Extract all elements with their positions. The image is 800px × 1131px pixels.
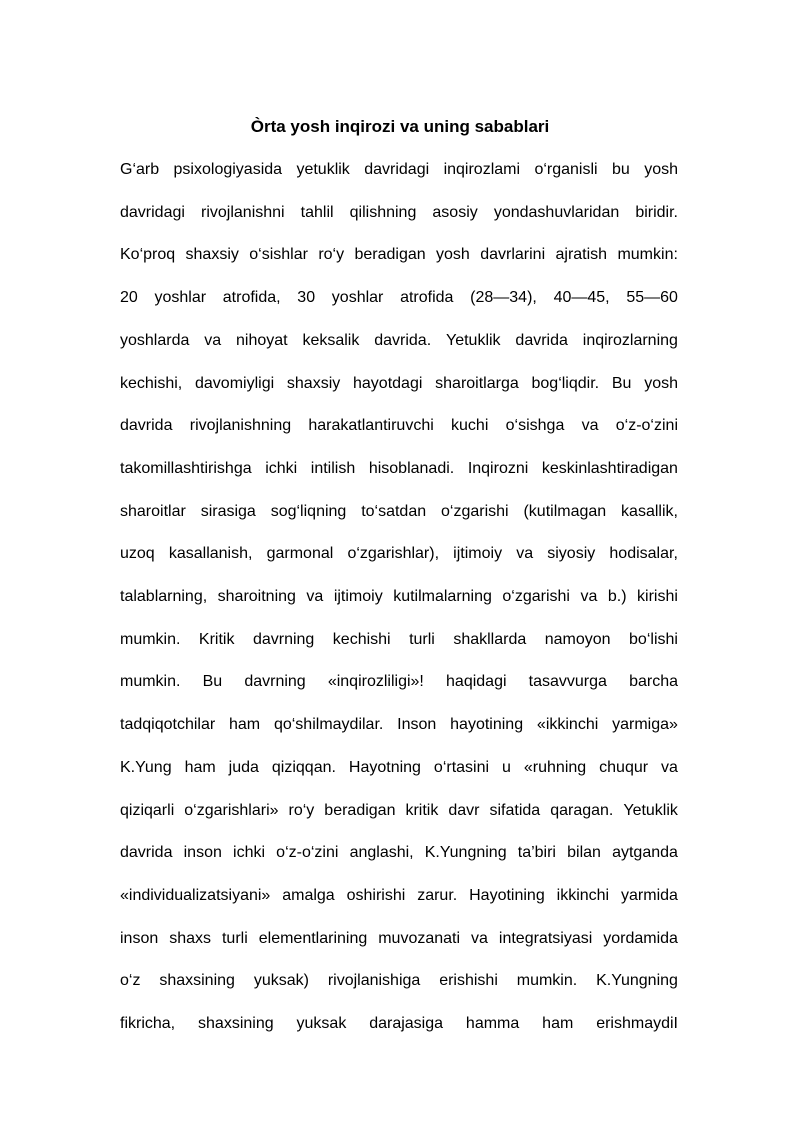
paragraph-line: takomillashtirishga ichki intilish hisoblanadi. Inqirozni keskinlashtiradigan xyxy=(120,460,678,477)
paragraph-line: yoshlarda va nihoyat keksalik davrida. Yetuklik davrida inqirozlarning xyxy=(120,332,678,349)
paragraph-line: qiziqarli o‘zgarishlari» ro‘y beradigan kritik davr sifatida qaragan. Yetuklik xyxy=(120,802,678,819)
paragraph-line: davridagi rivojlanishni tahlil qilishning asosiy yondashuvlaridan biridir. xyxy=(120,204,678,221)
paragraph-line: kechishi, davomiyligi shaxsiy hayotdagi sharoitlarga bog‘liqdir. Bu yosh xyxy=(120,375,678,392)
paragraph-line: o‘z shaxsining yuksak) rivojlanishiga erishishi mumkin. K.Yungning xyxy=(120,972,678,989)
paragraph-line: davrida inson ichki o‘z-o‘zini anglashi, K.Yungning ta’biri bilan aytganda xyxy=(120,844,678,861)
paragraph-line: davrida rivojlanishning harakatlantiruvchi kuchi o‘sishga va o‘z-o‘zini xyxy=(120,417,678,434)
paragraph-line: tadqiqotchilar ham qo‘shilmaydilar. Inson hayotining «ikkinchi yarmiga» xyxy=(120,716,678,733)
paragraph-line: 20 yoshlar atrofida, 30 yoshlar atrofida (28—34), 40—45, 55—60 xyxy=(120,289,678,306)
paragraph-line: uzoq kasallanish, garmonal o‘zgarishlar), ijtimoiy va siyosiy hodisalar, xyxy=(120,545,678,562)
paragraph-line: Ko‘proq shaxsiy o‘sishlar ro‘y beradigan yosh davrlarini ajratish mumkin: xyxy=(120,246,678,263)
paragraph-line: mumkin. Bu davrning «inqirozliligi»! haqidagi tasavvurga barcha xyxy=(120,673,678,690)
paragraph-line: fikricha, shaxsining yuksak darajasiga hamma ham erishmaydiI xyxy=(120,1015,678,1032)
paragraph-line: sharoitlar sirasiga sog‘liqning to‘satdan o‘zgarishi (kutilmagan kasallik, xyxy=(120,503,678,520)
paragraph-line: talablarning, sharoitning va ijtimoiy kutilmalarning o‘zgarishi va b.) kirishi xyxy=(120,588,678,605)
paragraph-line: mumkin. Kritik davrning kechishi turli shakllarda namoyon bo‘lishi xyxy=(120,631,678,648)
paragraph-line: G‘arb psixologiyasida yetuklik davridagi inqirozlami o‘rganisli bu yosh xyxy=(120,161,678,178)
paragraph-line: K.Yung ham juda qiziqqan. Hayotning o‘rtasini u «ruhning chuqur va xyxy=(120,759,678,776)
paragraph-line: inson shaxs turli elementlarining muvozanati va integratsiyasi yordamida xyxy=(120,930,678,947)
document-title: Òrta yosh inqirozi va uning sabablari xyxy=(250,117,550,136)
paragraph-line: «individualizatsiyani» amalga oshirishi zarur. Hayotining ikkinchi yarmida xyxy=(120,887,678,904)
